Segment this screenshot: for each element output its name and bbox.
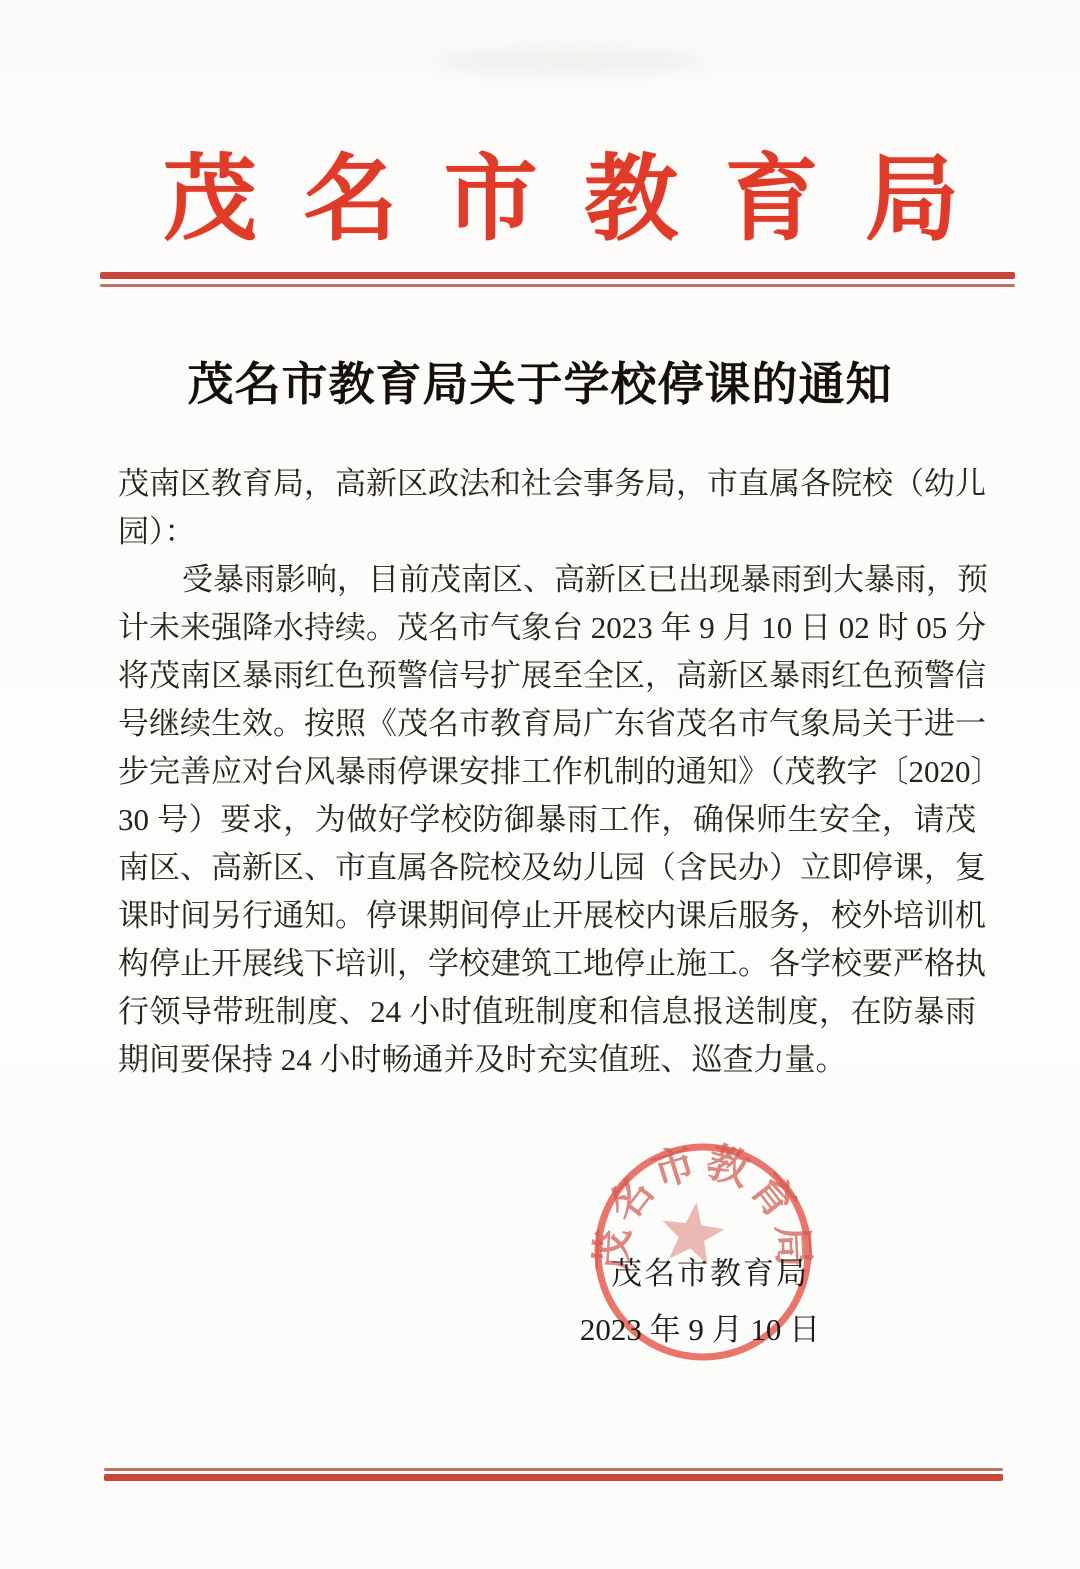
letterhead-char: 茂 — [163, 148, 258, 252]
document-body — [118, 460, 1002, 1084]
letterhead-char: 名 — [303, 148, 398, 252]
body-text-line: 步完善应对台风暴雨停课安排工作机制的通知》（茂教字〔2020〕 — [118, 754, 1002, 789]
body-text-line: 将茂南区暴雨红色预警信号扩展至全区，高新区暴雨红色预警信 — [118, 658, 986, 693]
body-text-line: 计未来强降水持续。茂名市气象台 2023 年 9 月 10 日 02 时 05 分 — [118, 610, 986, 645]
signature-agency: 茂名市教育局 — [611, 1256, 809, 1291]
body-text-line: 期间要保持 24 小时畅通并及时充实值班、巡查力量。 — [118, 1042, 847, 1077]
body-text-line: 茂南区教育局，高新区政法和社会事务局，市直属各院校（幼儿 — [118, 466, 986, 501]
letterhead-rule-thick — [100, 272, 1015, 279]
body-text-line: 课时间另行通知。停课期间停止开展校内课后服务，校外培训机 — [118, 898, 986, 933]
letterhead-char: 育 — [724, 148, 819, 252]
letterhead-rule-thin — [100, 284, 1015, 287]
footer-rule-thin — [104, 1468, 1003, 1471]
agency-letterhead — [163, 148, 959, 252]
body-text-line: 园）： — [118, 514, 196, 549]
signature-date: 2023 年 9 月 10 日 — [579, 1312, 821, 1347]
body-text-line: 南区、高新区、市直属各院校及幼儿园（含民办）立即停课，复 — [118, 850, 986, 885]
seal-arc-text: 茂名市教育局 — [589, 1139, 817, 1273]
body-text-line: 构停止开展线下培训，学校建筑工地停止施工。各学校要严格执 — [118, 946, 986, 981]
photo-smudge — [430, 48, 710, 74]
footer-rule-thick — [104, 1474, 1003, 1481]
document-title: 茂名市教育局关于学校停课的通知 — [187, 359, 893, 410]
letterhead-char: 局 — [864, 148, 959, 252]
letterhead-char: 市 — [443, 148, 538, 252]
body-text-line: 受暴雨影响，目前茂南区、高新区已出现暴雨到大暴雨，预 — [182, 562, 988, 597]
body-text-line: 号继续生效。按照《茂名市教育局广东省茂名市气象局关于进一 — [118, 706, 986, 741]
body-text-line: 行领导带班制度、24 小时值班制度和信息报送制度，在防暴雨 — [118, 994, 976, 1029]
letterhead-char: 教 — [584, 148, 679, 252]
body-text-line: 30 号）要求，为做好学校防御暴雨工作，确保师生安全，请茂 — [118, 802, 976, 837]
